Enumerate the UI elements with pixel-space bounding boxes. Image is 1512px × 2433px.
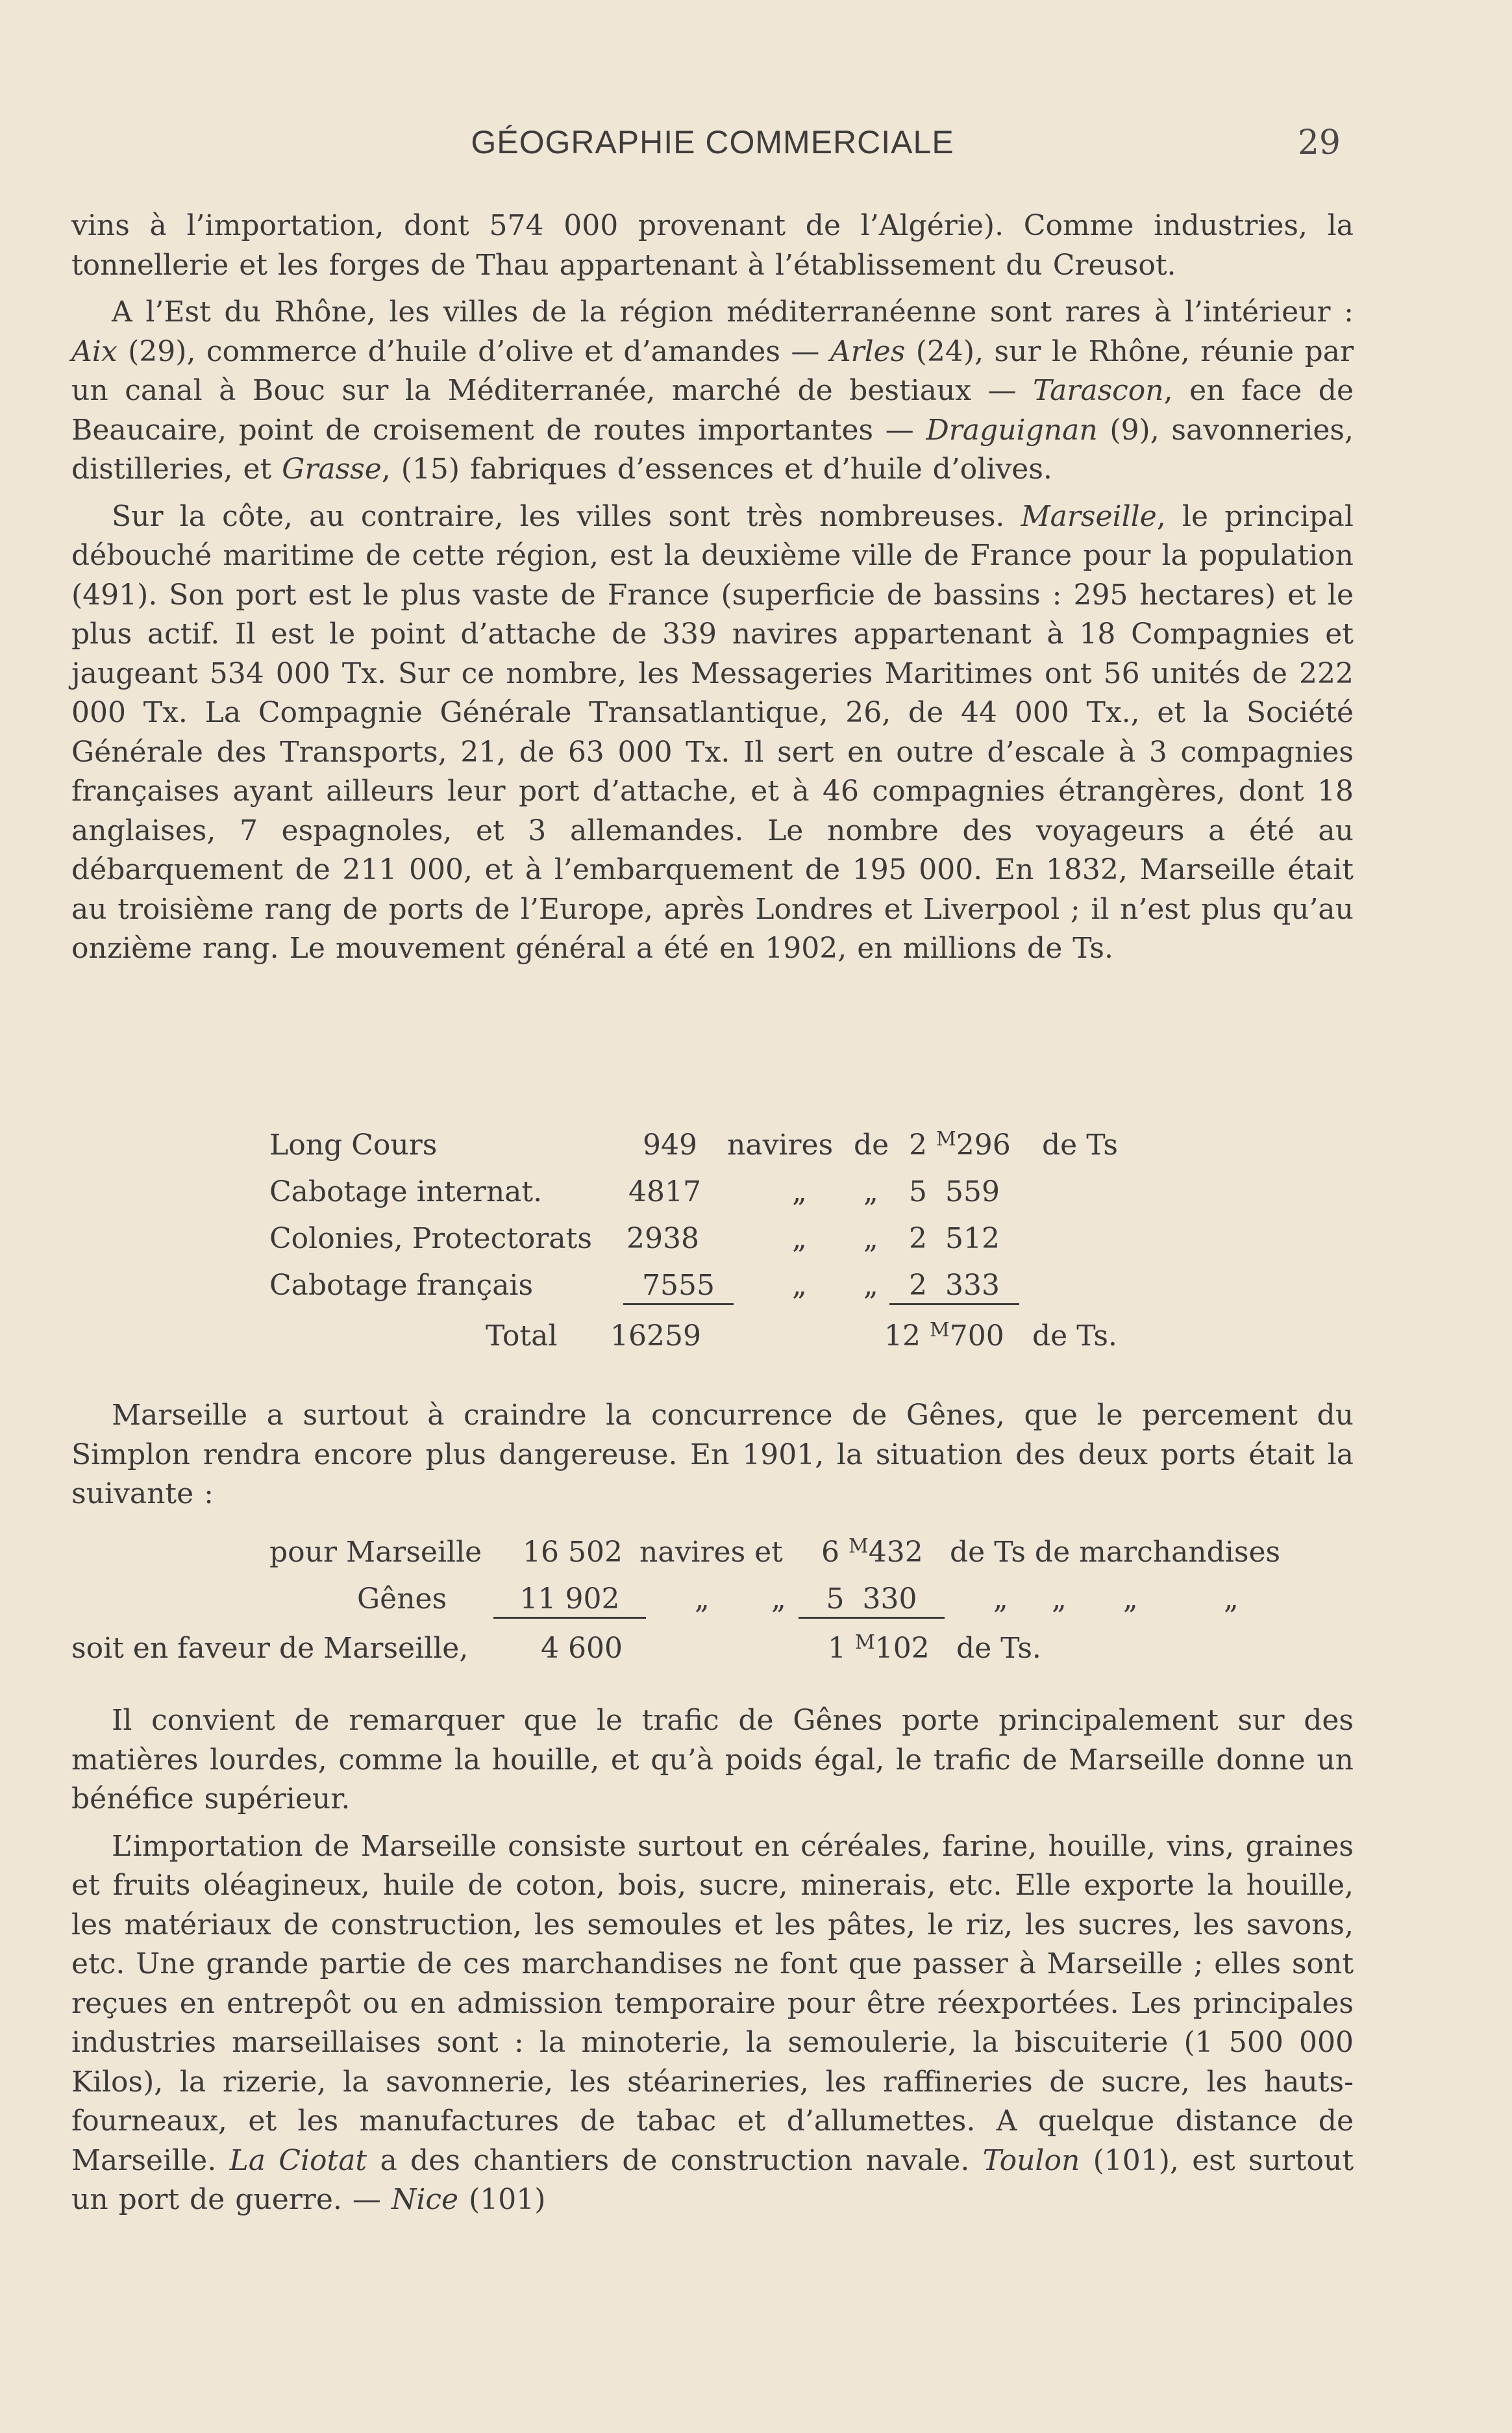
place-name-italic: Toulon <box>982 2143 1080 2177</box>
table-row <box>71 1269 1354 1316</box>
row-suffix: de Ts de marchandises <box>950 1536 1281 1569</box>
row-tonnage: 2 333 <box>889 1269 1019 1305</box>
table-row <box>71 1582 1354 1629</box>
page-header <box>71 123 1354 169</box>
row-label: Gênes <box>357 1582 447 1616</box>
total-ships: 16259 <box>610 1319 701 1353</box>
ditto-mark: „ <box>1123 1582 1138 1616</box>
table-total-row <box>71 1319 1354 1366</box>
row-unit: navires et <box>639 1536 783 1569</box>
row-ships: 16 502 <box>523 1536 623 1569</box>
row-tonnage: 5 330 <box>799 1582 945 1619</box>
row-de: „ <box>863 1269 878 1302</box>
paragraph-5: Il convient de remarquer que le trafic de Gênes porte principalement sur des matières lourdes, comme la houille, et qu’à poids égal, le trafic de Marseille donne un bénéfice supérieur. <box>71 1704 1354 1815</box>
row-unit: „ <box>792 1269 807 1302</box>
paragraph-6: L’importation de Marseille consiste surtout en céréales, farine, houille, vins, graines et fruits oléagineux, huile de coton, bois, sucre, minerais, etc. Elle exporte la houille, les matériaux de construction, les semoules et les pâtes, le riz, les sucres, les savons, etc. Une grande partie de ces marchandises ne font que passer à Marseille ; elles sont reçues en entrepôt ou en admission temporaire pour être réexportées. Les principales industries marseillaises sont : la minoterie, la semoulerie, la biscuiterie (1 500 000 Kilos), la rizerie, la savonnerie, les stéarineries, les raffineries de sucre, les hauts-fourneaux, et les manufactures de tabac et d’allumettes. A quelque distance de Marseille. La Ciotat a des chantiers de construction navale. Toulon (101), est surtout un port de guerre. — Nice (101) <box>71 1829 1354 2216</box>
row-label: Cabotage français <box>269 1269 534 1302</box>
ditto-mark: „ <box>993 1582 1008 1616</box>
table-row <box>71 1129 1354 1175</box>
row-ships: 4 600 <box>541 1632 623 1665</box>
row-de: „ <box>863 1222 878 1255</box>
row-unit: „ <box>792 1175 807 1208</box>
ditto-mark: „ <box>1052 1582 1067 1616</box>
row-tonnage: 2 512 <box>909 1222 1000 1255</box>
row-ships: 7555 <box>623 1269 734 1305</box>
row-ships: 11 902 <box>493 1582 646 1619</box>
row-unit: navires <box>727 1129 834 1162</box>
place-name-italic: Nice <box>391 2183 459 2216</box>
row-label: Long Cours <box>269 1129 438 1162</box>
row-tonnage: 2 $^M$296 <box>909 1128 1011 1162</box>
paragraph-3: Sur la côte, au contraire, les villes sont très nombreuses. Marseille, le principal débouché maritime de cette région, est la deuxième ville de France pour la population (491). Son port est le plus vaste de France (superficie de bassins : 295 hectares) et le plus actif. Il est le point d’attache de 339 navires appartenant à 18 Compagnies et jaugeant 534 000 Tx. Sur ce nombre, les Messageries Maritimes ont 56 unités de 222 000 Tx. La Compagnie Générale Transatlantique, 26, de 44 000 Tx., et la Société Générale des Transports, 21, de 63 000 Tx. Il sert en outre d’escale à 3 compagnies françaises ayant ailleurs leur port d’attache, et à 46 compagnies étrangères, dont 18 anglaises, 7 espagnoles, et 3 allemandes. Le nombre des voyageurs a été au débarquement de 211 000, et à l’embarquement de 195 000. En 1832, Marseille était au troisième rang de ports de l’Europe, après Londres et Liverpool ; il n’est plus qu’au onzième rang. Le mouvement général a été en 1902, en millions de Ts. <box>71 499 1354 965</box>
row-tonnage: 6 $^M$432 <box>821 1535 923 1569</box>
place-name-italic: La Ciotat <box>229 2143 367 2177</box>
paragraph-1: vins à l’importation, dont 574 000 provenant de l’Algérie). Comme industries, la tonnellerie et les forges de Thau appartenant à l’établissement du Creusot. <box>71 209 1354 282</box>
row-ships: 2938 <box>626 1222 699 1255</box>
place-name-italic: Tarascon <box>1033 374 1164 407</box>
total-label: Total <box>486 1319 558 1353</box>
place-name-italic: Marseille <box>1021 499 1157 533</box>
total-tonnage: 12 $^M$700 <box>884 1319 1004 1353</box>
row-label: Cabotage internat. <box>269 1175 543 1208</box>
row-suffix: de Ts <box>1042 1129 1118 1162</box>
row-ships: 4817 <box>628 1175 701 1208</box>
paragraph-2: A l’Est du Rhône, les villes de la région méditerranéenne sont rares à l’intérieur : Aix (29), commerce d’huile d’olive et d’amandes — Arles (24), sur le Rhône, réunie par un canal à Bouc sur la Méditerranée, marché de bestiaux — Tarascon, en face de Beaucaire, point de croisement de routes importantes — Draguignan (9), savonneries, distilleries, et Grasse, (15) fabriques d’essences et d’huile d’olives. <box>71 295 1354 486</box>
table-result-row <box>71 1632 1354 1678</box>
row-unit: „ <box>792 1222 807 1255</box>
row-tonnage: 1 $^M$102 <box>828 1631 930 1665</box>
text-block-bottom <box>71 1701 1354 2220</box>
row-ships: 949 <box>643 1129 697 1162</box>
row-suffix: de Ts. <box>956 1632 1041 1665</box>
table-row <box>71 1536 1354 1582</box>
place-name-italic: Arles <box>830 334 906 368</box>
page-number: 29 <box>1297 123 1341 162</box>
text-block-middle <box>71 1396 1354 1514</box>
ditto-mark: „ <box>771 1582 786 1616</box>
row-de: de <box>854 1129 889 1162</box>
row-label: pour Marseille <box>269 1536 482 1569</box>
place-name-italic: Grasse <box>282 453 382 486</box>
table-row <box>71 1175 1354 1222</box>
total-suffix: de Ts. <box>1032 1319 1117 1353</box>
place-name-italic: Aix <box>71 334 118 368</box>
place-name-italic: Draguignan <box>926 413 1098 447</box>
row-tonnage: 5 559 <box>909 1175 1000 1208</box>
ditto-mark: „ <box>1224 1582 1239 1616</box>
table-row <box>71 1222 1354 1269</box>
row-label: Colonies, Protectorats <box>269 1222 592 1255</box>
row-label: soit en faveur de Marseille, <box>71 1632 469 1665</box>
page-title: GÉOGRAPHIE COMMERCIALE <box>471 124 954 160</box>
ditto-mark: „ <box>695 1582 710 1616</box>
paragraph-4: Marseille a surtout à craindre la concurrence de Gênes, que le percement du Simplon rendra encore plus dangereuse. En 1901, la situation des deux ports était la suivante : <box>71 1399 1354 1510</box>
text-block-top <box>71 206 1354 969</box>
row-de: „ <box>863 1175 878 1208</box>
